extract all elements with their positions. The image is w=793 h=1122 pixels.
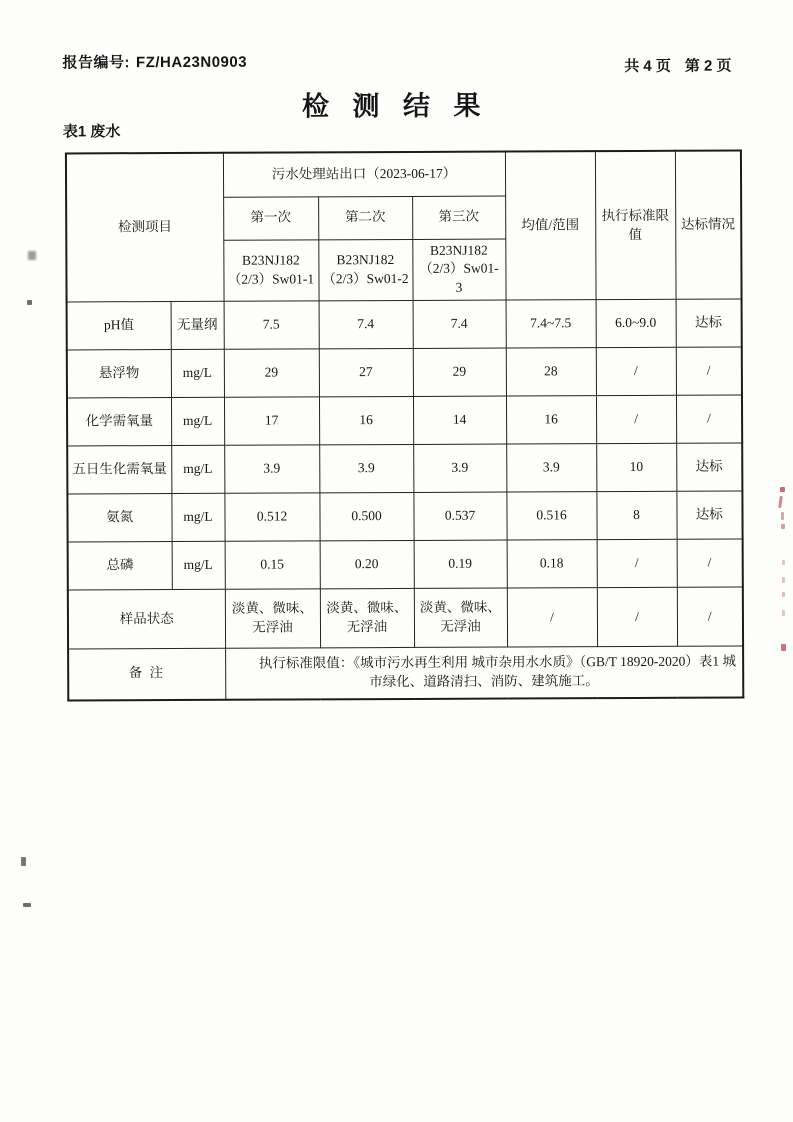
table-row-tp [68,539,743,590]
value-run1: 7.5 [224,301,319,349]
header-item: 检测项目 [66,153,224,302]
value-run2: 27 [319,349,413,397]
value-mean: 7.4~7.5 [506,300,596,348]
value-run1: 17 [224,397,319,445]
table-row-bod5 [67,443,742,494]
sample-state-mean: / [507,588,597,647]
report-number-label: 报告编号: [62,54,131,72]
value-mean: 0.516 [506,492,596,540]
value-run2: 0.20 [320,541,414,589]
scan-speck [28,251,36,260]
red-ink-mark [781,644,786,651]
header-run-2: 第二次 [318,196,412,239]
value-run2: 7.4 [319,301,413,349]
header-run-1: 第一次 [223,196,318,239]
sample-state-limit: / [597,587,677,646]
param-name: 化学需氧量 [67,398,171,446]
value-mean: 0.18 [507,540,597,588]
sample-id-3: B23NJ182 （2/3）Sw01-3 [412,239,505,301]
remark-text: 执行标准限值：《城市污水再生利用 城市杂用水水质》（GB/T 18920-2020）表1 城市绿化、道路清扫、消防、建筑施工。 [225,646,743,699]
param-name: 悬浮物 [67,350,171,398]
scan-speck [21,857,26,866]
table-row-remark [68,646,743,700]
value-run3: 0.537 [413,492,506,540]
value-status: / [676,395,742,443]
value-run2: 0.500 [319,493,413,541]
param-unit: mg/L [172,541,225,589]
param-unit: mg/L [171,445,224,493]
value-limit: / [597,539,677,587]
param-name: 氨氮 [67,494,171,542]
results-table [65,150,744,702]
value-status: 达标 [676,491,742,539]
param-unit: mg/L [171,493,224,541]
remark-label: 备 注 [68,648,225,700]
header-run-3: 第三次 [412,196,505,239]
value-mean: 28 [506,348,596,396]
value-run3: 3.9 [413,444,506,492]
value-run3: 29 [413,348,506,396]
sample-state-status: / [677,587,743,646]
value-run1: 0.512 [224,493,319,541]
sample-state-1: 淡黄、微味、 无浮油 [225,589,320,648]
param-name: 五日生化需氧量 [67,446,171,494]
param-name: 总磷 [68,542,172,590]
red-ink-mark [780,487,785,492]
value-mean: 16 [506,396,596,444]
value-run2: 3.9 [319,445,413,493]
table-row-cod [67,395,742,446]
header-sampling-point: 污水处理站出口（2023-06-17） [223,152,505,197]
value-status: 达标 [676,443,742,491]
value-run1: 29 [224,349,319,397]
table-row-nh3n [67,491,742,542]
table-row-ss [67,347,742,398]
sample-id-1: B23NJ182 （2/3）Sw01-1 [223,239,318,301]
scan-speck [23,903,31,907]
value-run1: 0.15 [225,541,320,589]
sample-id-2: B23NJ182 （2/3）Sw01-2 [318,239,412,301]
value-limit: 6.0~9.0 [596,299,676,347]
value-run3: 14 [413,396,506,444]
page-info [610,55,731,77]
table-row-ph [67,299,742,350]
scan-speck [27,300,32,305]
value-limit: 10 [596,443,676,491]
value-limit: / [596,347,676,395]
page-title: 检 测 结 果 [301,90,489,122]
sample-state-3: 淡黄、微味、 无浮油 [414,588,507,647]
header-compliance: 达标情况 [675,151,742,300]
red-ink-mark [782,577,785,583]
value-run3: 7.4 [413,300,506,348]
page-current: 第 2 页 [684,57,732,75]
table-caption: 表1 废水 [62,123,121,141]
value-status: / [676,347,742,395]
value-mean: 3.9 [506,444,596,492]
table-row-sample-state [68,587,743,649]
value-limit: / [596,395,676,443]
param-unit: mg/L [171,397,224,445]
red-ink-mark [781,512,784,520]
header-row-group [66,151,741,198]
sample-state-label: 样品状态 [68,589,225,649]
red-ink-mark [781,524,785,529]
red-ink-mark [782,610,785,616]
param-unit: mg/L [171,349,224,397]
header-mean-range: 均值/范围 [505,151,596,300]
pages-total: 共 4 页 [624,57,671,76]
value-run3: 0.19 [414,540,507,588]
value-run2: 16 [319,397,413,445]
report-number-line [62,51,247,73]
value-status: / [677,539,743,587]
red-ink-mark [782,592,785,597]
value-status: 达标 [676,299,742,347]
report-number-value: FZ/HA23N0903 [135,53,248,72]
red-ink-mark [782,560,785,565]
value-run1: 3.9 [224,445,319,493]
param-name: pH值 [67,302,171,350]
param-unit: 无量纲 [171,301,224,349]
sample-state-2: 淡黄、微味、 无浮油 [320,589,414,648]
value-limit: 8 [596,491,676,539]
header-standard-limit: 执行标准限值 [595,151,676,300]
